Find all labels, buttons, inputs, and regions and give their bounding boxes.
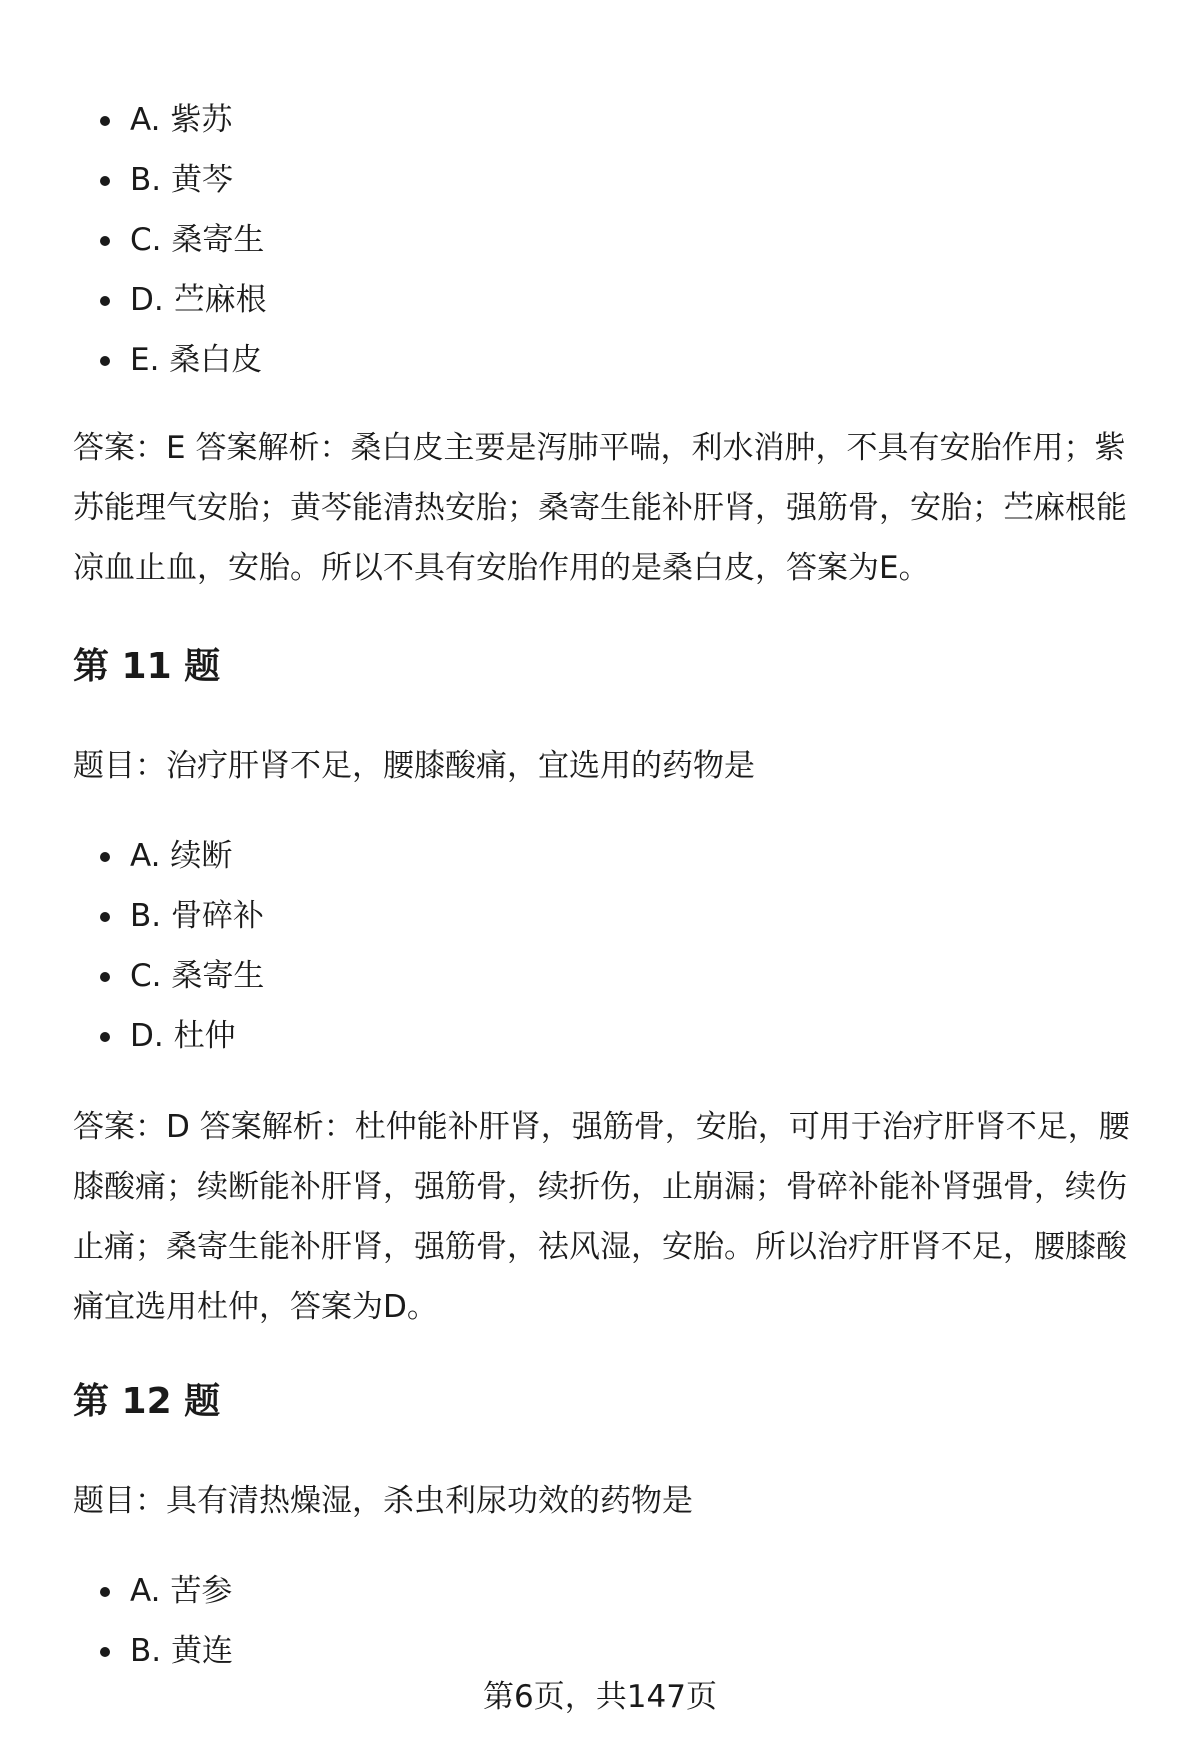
option-item: A. 苦参 — [100, 1561, 233, 1621]
prev-question-answer: 答案：E 答案解析：桑白皮主要是泻肺平喘，利水消肿，不具有安胎作用；紫苏能理气安胎；黄芩能清热安胎；桑寄生能补肝肾，强筋骨，安胎；苎麻根能凉血止血，安胎。所以不具有安胎作用的是桑白皮，答案为E。 — [73, 430, 1127, 586]
question-11-options — [100, 826, 264, 1066]
option-item: E. 桑白皮 — [100, 330, 267, 390]
option-item: B. 骨碎补 — [100, 886, 264, 946]
option-item: B. 黄芩 — [100, 150, 267, 210]
page-number: 第6页，共147页 — [483, 1679, 717, 1715]
question-12-options — [100, 1561, 233, 1681]
question-11-heading: 第 11 题 — [73, 646, 221, 687]
option-item: B. 黄连 — [100, 1621, 233, 1681]
option-item: D. 苎麻根 — [100, 270, 267, 330]
option-item: A. 续断 — [100, 826, 264, 886]
question-11-answer: 答案：D 答案解析：杜仲能补肝肾，强筋骨，安胎，可用于治疗肝肾不足，腰膝酸痛；续断能补肝肾，强筋骨，续折伤，止崩漏；骨碎补能补肾强骨，续伤止痛；桑寄生能补肝肾，强筋骨，祛风湿，安胎。所以治疗肝肾不足，腰膝酸痛宜选用杜仲，答案为D。 — [73, 1109, 1130, 1325]
prev-question-options — [100, 90, 267, 390]
option-item: D. 杜仲 — [100, 1006, 264, 1066]
question-12-heading: 第 12 题 — [73, 1381, 221, 1422]
question-11-text: 题目：治疗肝肾不足，腰膝酸痛，宜选用的药物是 — [73, 748, 755, 784]
option-item: C. 桑寄生 — [100, 946, 264, 1006]
option-item: A. 紫苏 — [100, 90, 267, 150]
option-item: C. 桑寄生 — [100, 210, 267, 270]
question-12-text: 题目：具有清热燥湿，杀虫利尿功效的药物是 — [73, 1483, 693, 1519]
